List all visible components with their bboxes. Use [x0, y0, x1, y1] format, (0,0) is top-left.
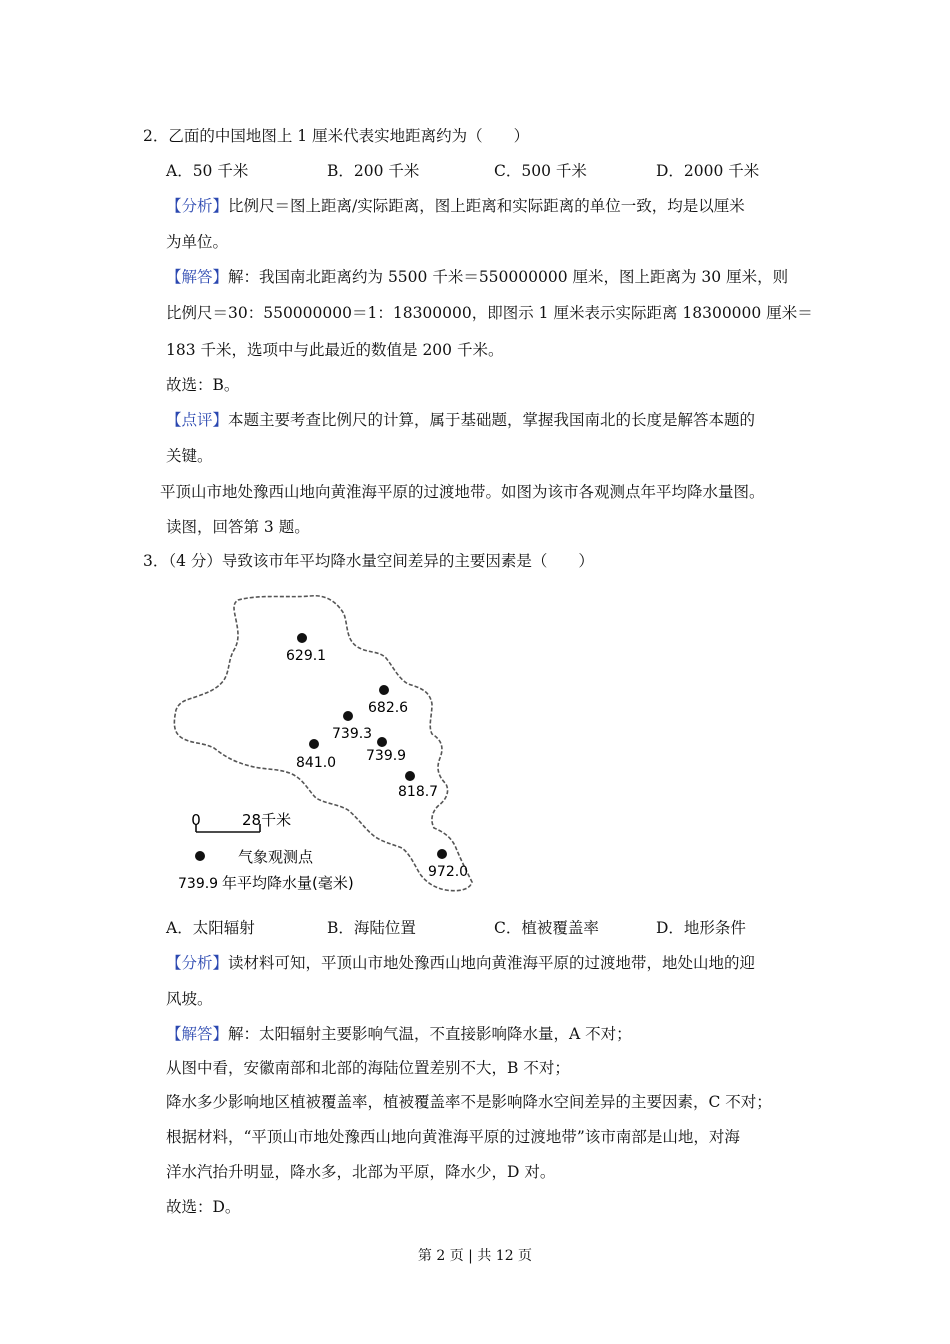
analysis-tag: 【分析】 [166, 197, 229, 215]
q2-answer-text: 解：我国南北距离约为 5500 千米＝550000000 厘米，图上距离为 30 厘米，则 [228, 268, 789, 286]
station-marker [309, 739, 319, 749]
station-marker [437, 849, 447, 859]
q2-answer-line-1 [166, 266, 788, 288]
q3-analysis-line-1 [166, 952, 755, 974]
intro-line-2: 读图，回答第 3 题。 [166, 518, 310, 536]
q3-answer-line-1 [166, 1023, 632, 1045]
station-marker [379, 685, 389, 695]
q2-stem: 2．乙面的中国地图上 1 厘米代表实地距离约为（ ） [143, 127, 530, 145]
q3-analysis-line-2: 风坡。 [166, 990, 213, 1008]
q2-choice: 故选：B。 [166, 376, 240, 394]
precipitation-map [160, 592, 500, 902]
legend [178, 848, 354, 892]
station-marker [343, 711, 353, 721]
q3-option-d: D．地形条件 [656, 919, 746, 937]
q2-options [166, 160, 759, 182]
q3-answer-line-2: 从图中看，安徽南部和北部的海陆位置差别不大，B 不对； [166, 1059, 570, 1077]
q2-option-d: D．2000 千米 [656, 162, 760, 180]
q2-analysis-line-2: 为单位。 [166, 233, 229, 251]
q3-choice: 故选：D。 [166, 1198, 241, 1216]
comment-tag: 【点评】 [166, 411, 229, 429]
station-value-label: 841.0 [296, 755, 337, 771]
q3-option-c: C．植被覆盖率 [494, 919, 599, 937]
q3-options [166, 917, 746, 939]
city-boundary [174, 596, 472, 891]
q3-option-b: B．海陆位置 [327, 919, 416, 937]
q2-comment-line-2: 关键。 [166, 447, 213, 465]
station-value-label: 682.6 [368, 700, 409, 716]
q3-analysis-text: 读材料可知，平顶山市地处豫西山地向黄淮海平原的过渡地带，地处山地的迎 [228, 954, 756, 972]
scale-distance-label: 28千米 [242, 811, 292, 829]
q2-option-a: A．50 千米 [166, 162, 249, 180]
q2-comment-text: 本题主要考查比例尺的计算，属于基础题，掌握我国南北的长度是解答本题的 [228, 411, 756, 429]
scale-bar [191, 811, 291, 832]
answer-tag: 【解答】 [166, 1025, 229, 1043]
q2-option-b: B．200 千米 [327, 162, 420, 180]
q2-analysis-text: 比例尺＝图上距离/实际距离，图上距离和实际距离的单位一致，均是以厘米 [228, 197, 745, 215]
q3-answer-text: 解：太阳辐射主要影响气温，不直接影响降水量，A 不对； [228, 1025, 632, 1043]
station-value-label: 629.1 [286, 648, 327, 664]
q3-stem: 3．（4 分）导致该市年平均降水量空间差异的主要因素是（ ） [143, 552, 594, 570]
q2-answer-line-3: 183 千米，选项中与此最近的数值是 200 千米。 [166, 341, 504, 359]
q3-answer-line-4: 根据材料，“平顶山市地处豫西山地向黄淮海平原的过渡地带”该市南部是山地，对海 [166, 1128, 740, 1146]
legend-value-sample: 739.9 [178, 876, 219, 892]
station-value-label: 739.3 [332, 726, 373, 742]
legend-value-label: 年平均降水量(毫米) [222, 874, 354, 892]
scale-zero-label: 0 [191, 811, 201, 829]
q3-option-a: A．太阳辐射 [166, 919, 255, 937]
q3-answer-line-5: 洋水汽抬升明显，降水多，北部为平原，降水少，D 对。 [166, 1163, 556, 1181]
q2-comment-line-1 [166, 409, 755, 431]
answer-tag: 【解答】 [166, 268, 229, 286]
station-value-label: 818.7 [398, 784, 439, 800]
q2-option-c: C．500 千米 [494, 162, 587, 180]
page-footer: 第 2 页 | 共 12 页 [417, 1248, 533, 1264]
legend-station-symbol [195, 851, 205, 861]
station-value-label: 972.0 [428, 864, 469, 880]
q2-answer-line-2: 比例尺＝30：550000000＝1：18300000，即图示 1 厘米表示实际距离 18300000 厘米＝ [166, 304, 813, 322]
q2-analysis-line-1 [166, 195, 745, 217]
analysis-tag: 【分析】 [166, 954, 229, 972]
station-marker [405, 771, 415, 781]
station-value-label: 739.9 [366, 748, 407, 764]
intro-line-1: 平顶山市地处豫西山地向黄淮海平原的过渡地带。如图为该市各观测点年平均降水量图。 [160, 483, 765, 501]
legend-station-label: 气象观测点 [238, 848, 314, 866]
station-marker [297, 633, 307, 643]
station-marker [377, 737, 387, 747]
q3-answer-line-3: 降水多少影响地区植被覆盖率，植被覆盖率不是影响降水空间差异的主要因素，C 不对； [166, 1093, 772, 1111]
